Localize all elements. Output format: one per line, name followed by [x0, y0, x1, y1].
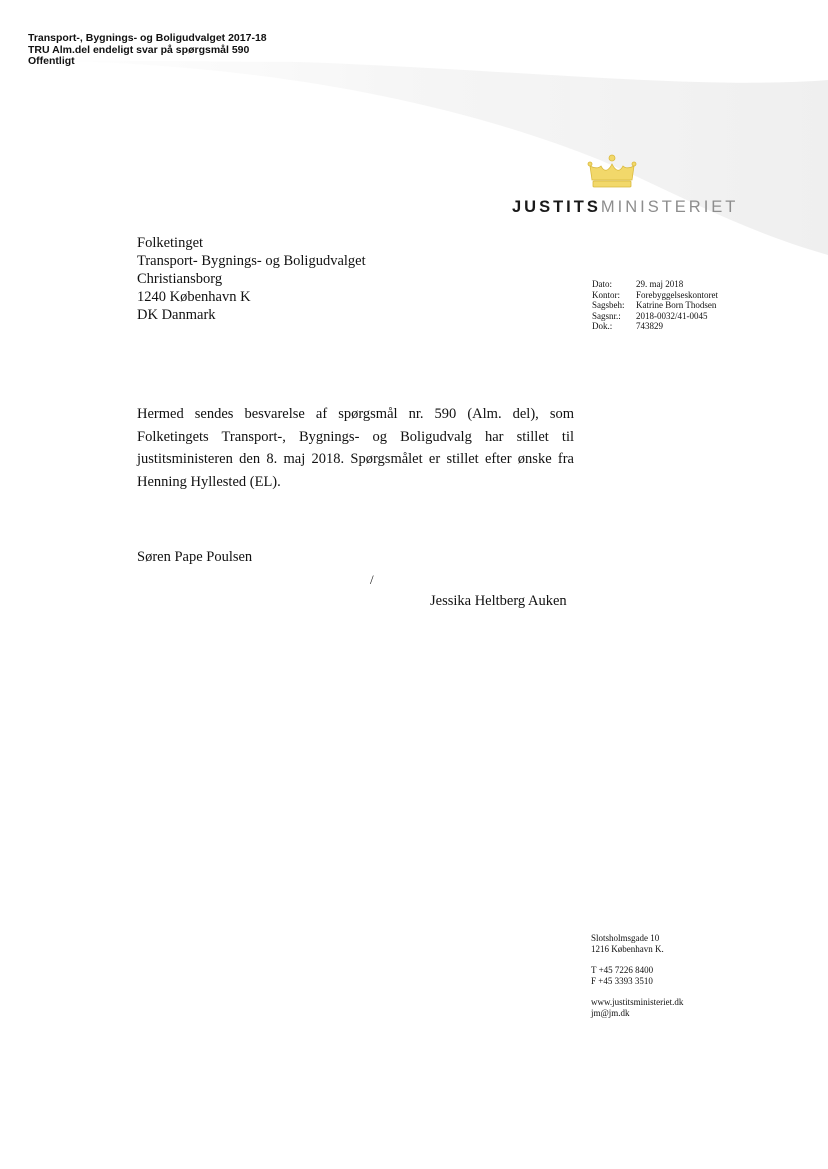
signature-separator: / [370, 572, 374, 587]
letter-metadata [592, 279, 718, 332]
meta-value: 2018-0032/41-0045 [636, 310, 708, 321]
meta-label: Dato: [592, 279, 612, 289]
footer-contact [591, 933, 683, 1019]
meta-row-date [592, 279, 718, 290]
signature-official: Jessika Heltberg Auken [430, 593, 567, 609]
meta-value: 743829 [636, 321, 663, 332]
letter-body: Hermed sendes besvarelse af spørgsmål nr. 590 (Alm. del), som Folketingets Transport-, Bygnings- og Boligudvalg har stillet til justitsministeren den 8. maj 2018. Spørgsmålet er stillet efter ønske fra Henning Hyllested (EL). [137, 406, 574, 490]
footer-street: Slotsholmsgade 10 [591, 933, 660, 943]
meta-label: Sagsnr.: [592, 310, 621, 321]
recipient-address [137, 234, 366, 324]
logo-bold-part: JUSTITS [512, 198, 601, 216]
meta-value: Katrine Born Thodsen [636, 300, 717, 311]
signature-minister: Søren Pape Poulsen [137, 549, 253, 565]
meta-label: Dok.: [592, 321, 613, 332]
stamp-line-committee: Transport-, Bygnings- og Boligudvalget 2017-18 [28, 32, 267, 44]
footer-website: www.justitsministeriet.dk [591, 997, 684, 1007]
recipient-line: Folketinget [137, 235, 204, 251]
ministry-logo [512, 198, 738, 217]
recipient-line: Transport- Bygnings- og Boligudvalget [137, 253, 366, 269]
letterhead-swoosh [0, 60, 828, 280]
meta-row-case [592, 311, 718, 322]
meta-row-handler [592, 300, 718, 311]
stamp-line-public: Offentligt [28, 55, 75, 67]
stamp-line-answer: TRU Alm.del endeligt svar på spørgsmål 590 [28, 43, 250, 56]
footer-city: 1216 København K. [591, 944, 664, 954]
meta-value: 29. maj 2018 [636, 279, 684, 289]
footer-phone: T +45 7226 8400 [591, 965, 654, 975]
footer-fax: F +45 3393 3510 [591, 976, 653, 986]
recipient-line: DK Danmark [137, 307, 216, 323]
meta-value: Forebyggelseskontoret [636, 289, 718, 300]
crown-icon [586, 152, 638, 192]
meta-row-office [592, 290, 718, 301]
meta-row-doc [592, 321, 718, 332]
recipient-line: 1240 København K [137, 289, 251, 305]
footer-email: jm@jm.dk [591, 1008, 630, 1018]
meta-label: Sagsbeh: [592, 300, 625, 311]
logo-light-part: MINISTERIET [600, 198, 739, 216]
meta-label: Kontor: [592, 289, 620, 300]
recipient-line: Christiansborg [137, 271, 223, 287]
